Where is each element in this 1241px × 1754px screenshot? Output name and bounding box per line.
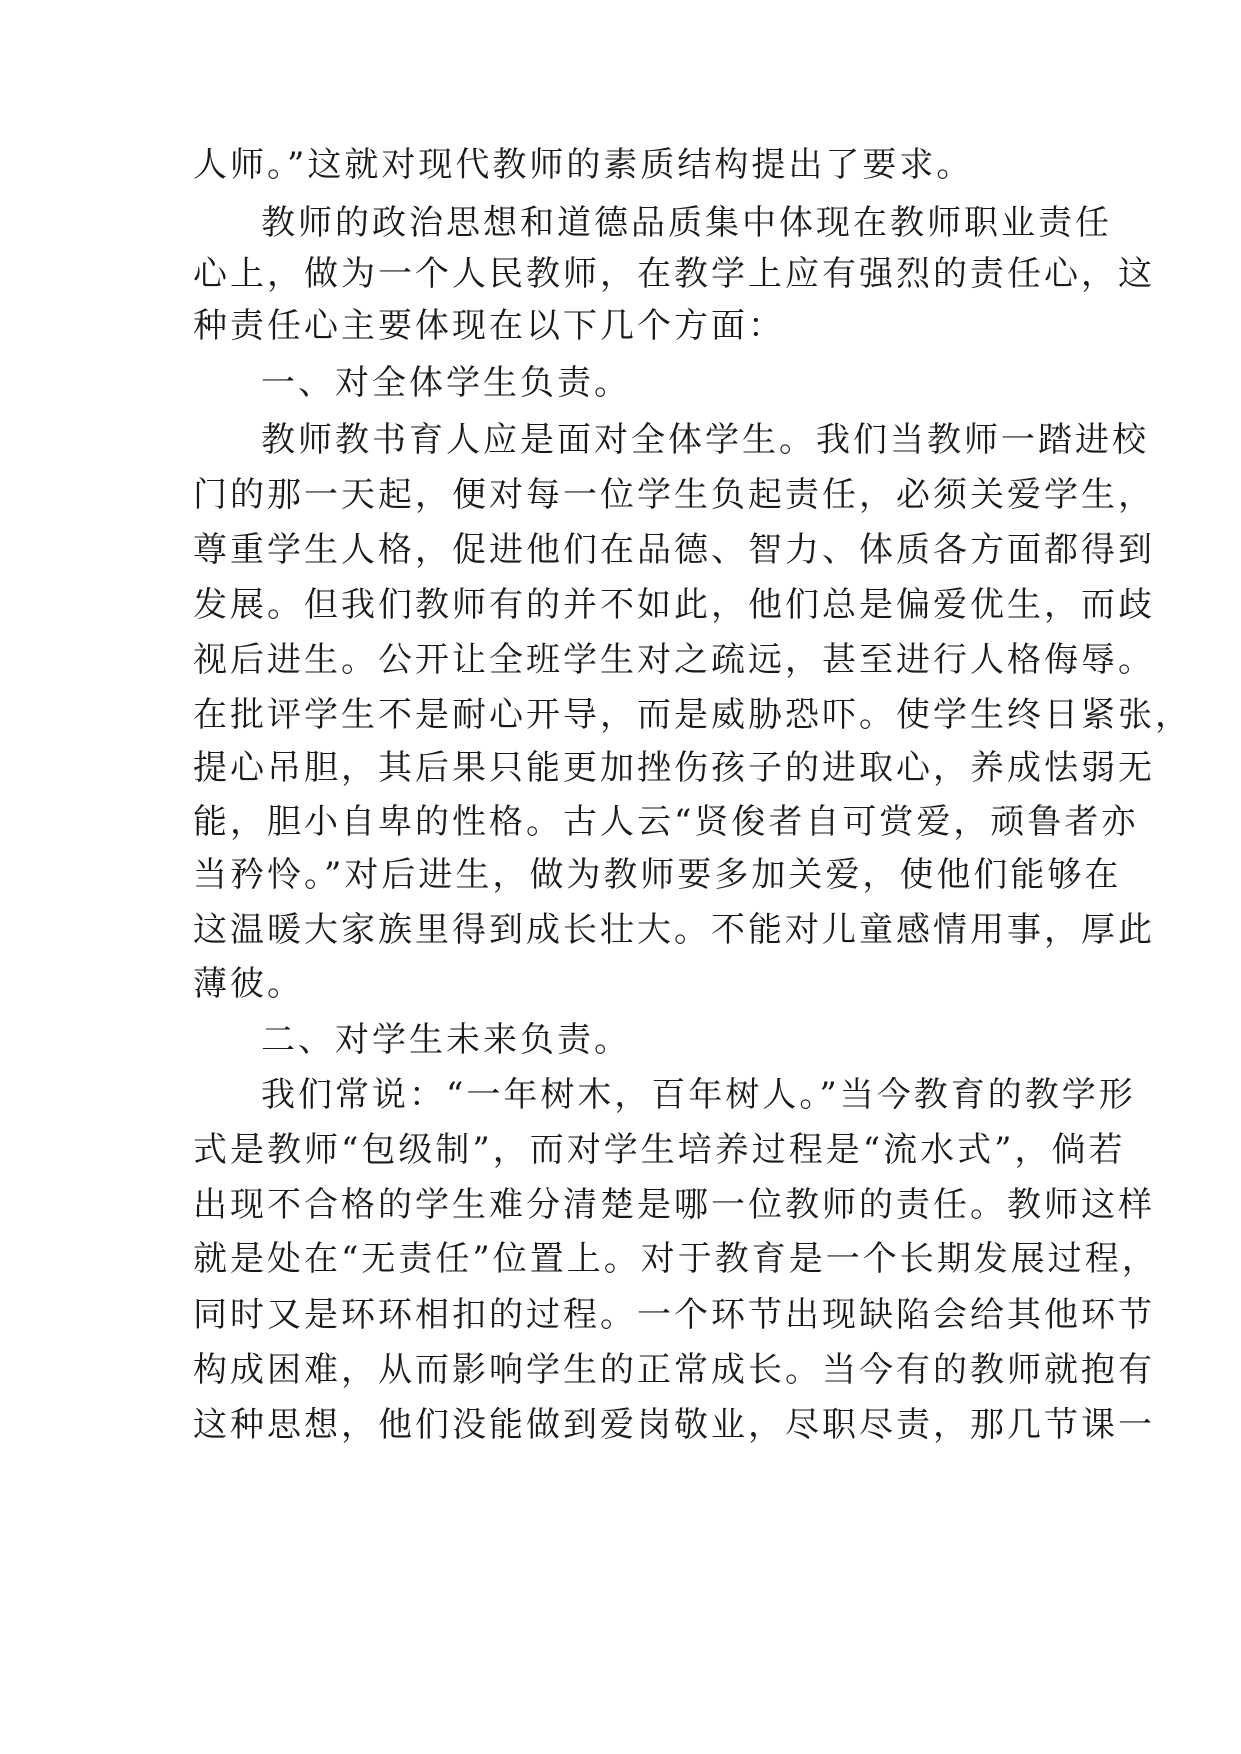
text-line: 同时又是环环相扣的过程。一个环节出现缺陷会给其他环节 xyxy=(193,1295,1155,1335)
text-line: 当矜怜。”对后进生，做为教师要多加关爱，使他们能够在 xyxy=(193,855,1122,895)
paragraph-start: 教师的政治思想和道德品质集中体现在教师职业责任 xyxy=(261,203,1112,243)
text-line: 发展。但我们教师有的并不如此，他们总是偏爱优生，而歧 xyxy=(193,585,1155,625)
text-line: 出现不合格的学生难分清楚是哪一位教师的责任。教师这样 xyxy=(193,1185,1155,1225)
section-heading: 二、对学生未来负责。 xyxy=(261,1020,631,1060)
text-line: 这温暖大家族里得到成长壮大。不能对儿童感情用事，厚此 xyxy=(193,910,1155,950)
text-line: 提心吊胆，其后果只能更加挫伤孩子的进取心，养成怯弱无 xyxy=(193,748,1155,788)
text-line: 就是处在“无责任”位置上。对于教育是一个长期发展过程， xyxy=(193,1239,1159,1279)
text-line: 人师。”这就对现代教师的素质结构提出了要求。 xyxy=(193,145,974,185)
paragraph-start: 教师教书育人应是面对全体学生。我们当教师一踏进校 xyxy=(261,420,1149,460)
text-line: 门的那一天起，便对每一位学生负起责任，必须关爱学生， xyxy=(193,475,1155,515)
text-line: 薄彼。 xyxy=(193,964,304,1004)
text-line: 这种思想，他们没能做到爱岗敬业，尽职尽责，那几节课一 xyxy=(193,1405,1155,1445)
text-line: 能，胆小自卑的性格。古人云“贤俊者自可赏爱，顽鲁者亦 xyxy=(193,802,1139,842)
text-line: 视后进生。公开让全班学生对之疏远，甚至进行人格侮辱。 xyxy=(193,640,1155,680)
text-line: 尊重学生人格，促进他们在品德、智力、体质各方面都得到 xyxy=(193,530,1155,570)
text-line: 在批评学生不是耐心开导，而是威胁恐吓。使学生终日紧张， xyxy=(193,695,1192,735)
paragraph-start: 我们常说：“一年树木，百年树人。”当今教育的教学形 xyxy=(261,1075,1136,1115)
text-line: 构成困难，从而影响学生的正常成长。当今有的教师就抱有 xyxy=(193,1350,1155,1390)
section-heading: 一、对全体学生负责。 xyxy=(261,363,631,403)
text-line: 心上，做为一个人民教师，在教学上应有强烈的责任心，这 xyxy=(193,254,1155,294)
text-line: 式是教师“包级制”，而对学生培养过程是“流水式”，倘若 xyxy=(193,1130,1126,1170)
text-line: 种责任心主要体现在以下几个方面： xyxy=(193,306,785,346)
